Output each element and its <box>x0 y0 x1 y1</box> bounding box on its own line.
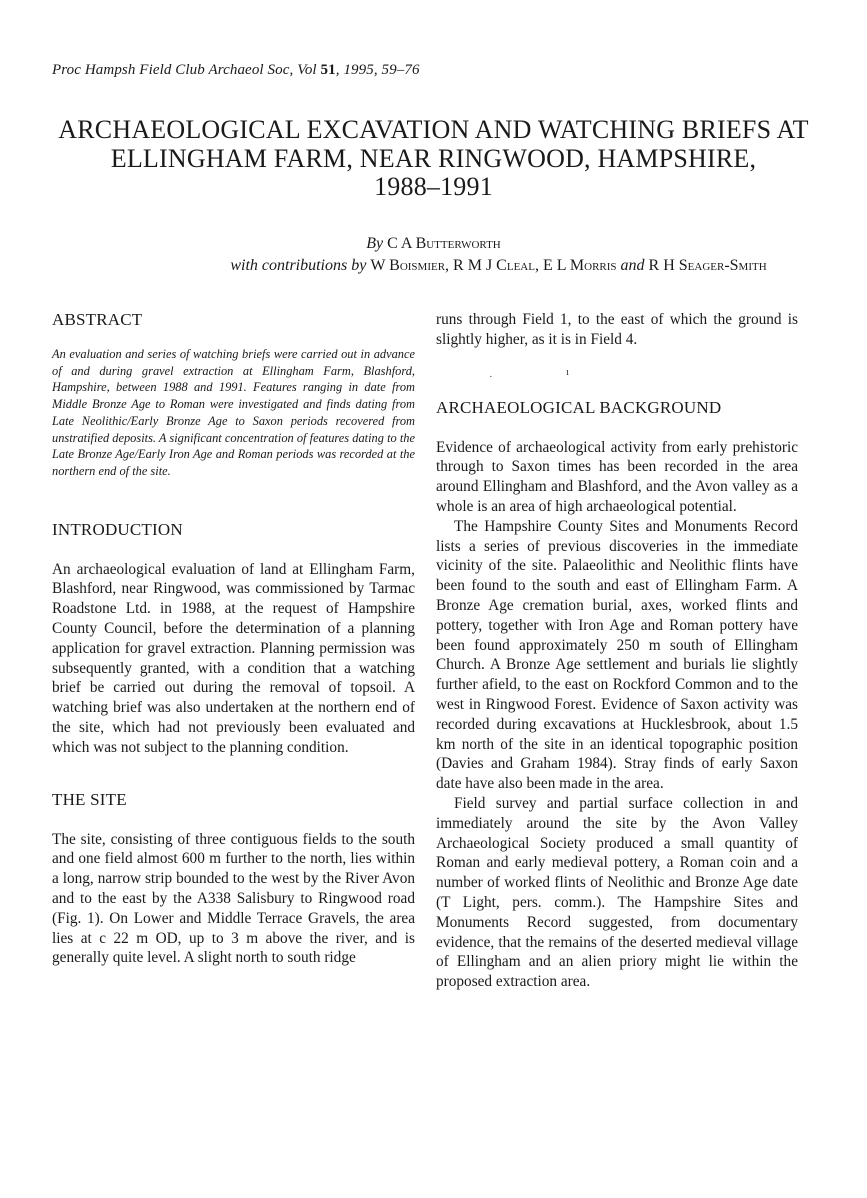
introduction-heading: INTRODUCTION <box>52 519 183 539</box>
background-paragraph-2: The Hampshire County Sites and Monuments Record lists a series of previous discoveries in the immediate vicinity of the site. Palaeolithic and Neolithic flints have been found to the south and east of Ellingham Farm. A Bronze Age cremation burial, axes, worked flints and pottery, together with Iron Age and Roman pottery have been found approximately 250 m south of Ellingham Church. A Bronze Age settlement and burials lie slightly further afield, to the east on Rockford Common and to the west in Ringwood Forest. Evidence of Saxon activity was recorded during excavations at Hucklesbrook, about 1.5 km north of the site in an identical topographic position (Davies and Graham 1984). Stray finds of early Saxon date have also been made in the area. <box>436 517 798 793</box>
scan-speck: · <box>489 371 493 383</box>
background-heading: ARCHAEOLOGICAL BACKGROUND <box>436 397 722 417</box>
title-line-3: 1988–1991 <box>374 172 493 201</box>
background-paragraph-3: Field survey and partial surface collection in and immediately around the site by the Avon Valley Archaeological Society produced a small quantity of Roman and early medieval pottery, a Roman coin and a number of worked flints of Neolithic and Bronze Age date (T Light, pers. comm.). The Hampshire Sites and Monuments Record suggested, from documentary evidence, that the remains of the deserted medieval village of Ellingham and an alien priory might lie within the proposed extraction area. <box>436 794 798 991</box>
volume-prefix: Vol <box>297 62 321 78</box>
right-column <box>436 310 798 992</box>
site-text-continuation: runs through Field 1, to the east of which the ground is slightly higher, as it is in Field 4. <box>436 311 798 348</box>
author-name: C A Butterworth <box>387 235 501 252</box>
volume-number: 51 <box>320 62 336 78</box>
title-line-2: ELLINGHAM FARM, NEAR RINGWOOD, HAMPSHIRE, <box>110 143 757 173</box>
contributor-3: E L Morris <box>542 257 617 274</box>
with-contributions-label: with contributions by <box>230 257 367 274</box>
byline-author-line <box>0 233 867 255</box>
journal-citation <box>52 62 420 79</box>
left-column <box>52 310 415 968</box>
abstract-text: An evaluation and series of watching briefs were carried out in advance of and during gravel extraction at Ellingham Farm, Blashford, Hampshire, between 1988 and 1991. Features ranging in date from Middle Bronze Age to Roman were investigated and finds dating from Late Neolithic/Early Bronze Age to Saxon periods recovered from unstratified deposits. A significant concentration of features dating to the Late Bronze Age/Early Iron Age and Roman periods was recorded at the northern end of the site. <box>52 347 415 478</box>
and-label: and <box>620 257 645 274</box>
year-pages: , 1995, 59–76 <box>335 62 420 78</box>
background-paragraph-1: Evidence of archaeological activity from early prehistoric through to Saxon times has been recorded in the area around Ellingham and Blashford, and the Avon valley as a whole is an area of high archaeological potential. <box>436 438 798 515</box>
article-title <box>40 116 827 202</box>
byline-contributors-line: with contributions by W Boismier, R M J Cleal, E L Morris and R H Seager-Smith <box>230 257 767 274</box>
site-text: The site, consisting of three contiguous fields to the south and one field almost 600 m further to the north, lies within a long, narrow strip bounded to the west by the River Avon and to the east by the A338 Salisbury to Ringwood road (Fig. 1). On Lower and Middle Terrace Gravels, the area lies at c 22 m OD, up to 3 m above the river, and is generally quite level. A slight north to south ridge <box>52 830 415 967</box>
contributor-2: R M J Cleal <box>453 257 535 274</box>
contributor-4: R H Seager-Smith <box>648 257 767 274</box>
by-label: By <box>366 235 384 252</box>
contributor-1: W Boismier <box>370 257 446 274</box>
journal-name: Proc Hampsh Field Club Archaeol Soc, <box>52 62 294 78</box>
author-byline <box>0 233 867 277</box>
scan-mark: ı <box>566 366 570 378</box>
introduction-text: An archaeological evaluation of land at Ellingham Farm, Blashford, near Ringwood, was commissioned by Tarmac Roadstone Ltd. in 1988, at the request of Hampshire County Council, before the determination of a planning application for gravel extraction. Planning permission was subsequently granted, with a condition that a watching brief be carried out during the removal of topsoil. A watching brief was also undertaken at the northern end of the site, which had not previously been evaluated and which was not subject to the planning condition. <box>52 560 415 756</box>
title-line-1: ARCHAEOLOGICAL EXCAVATION AND WATCHING BRIEFS AT <box>58 115 809 144</box>
site-heading: THE SITE <box>52 789 127 809</box>
abstract-heading: ABSTRACT <box>52 310 143 329</box>
